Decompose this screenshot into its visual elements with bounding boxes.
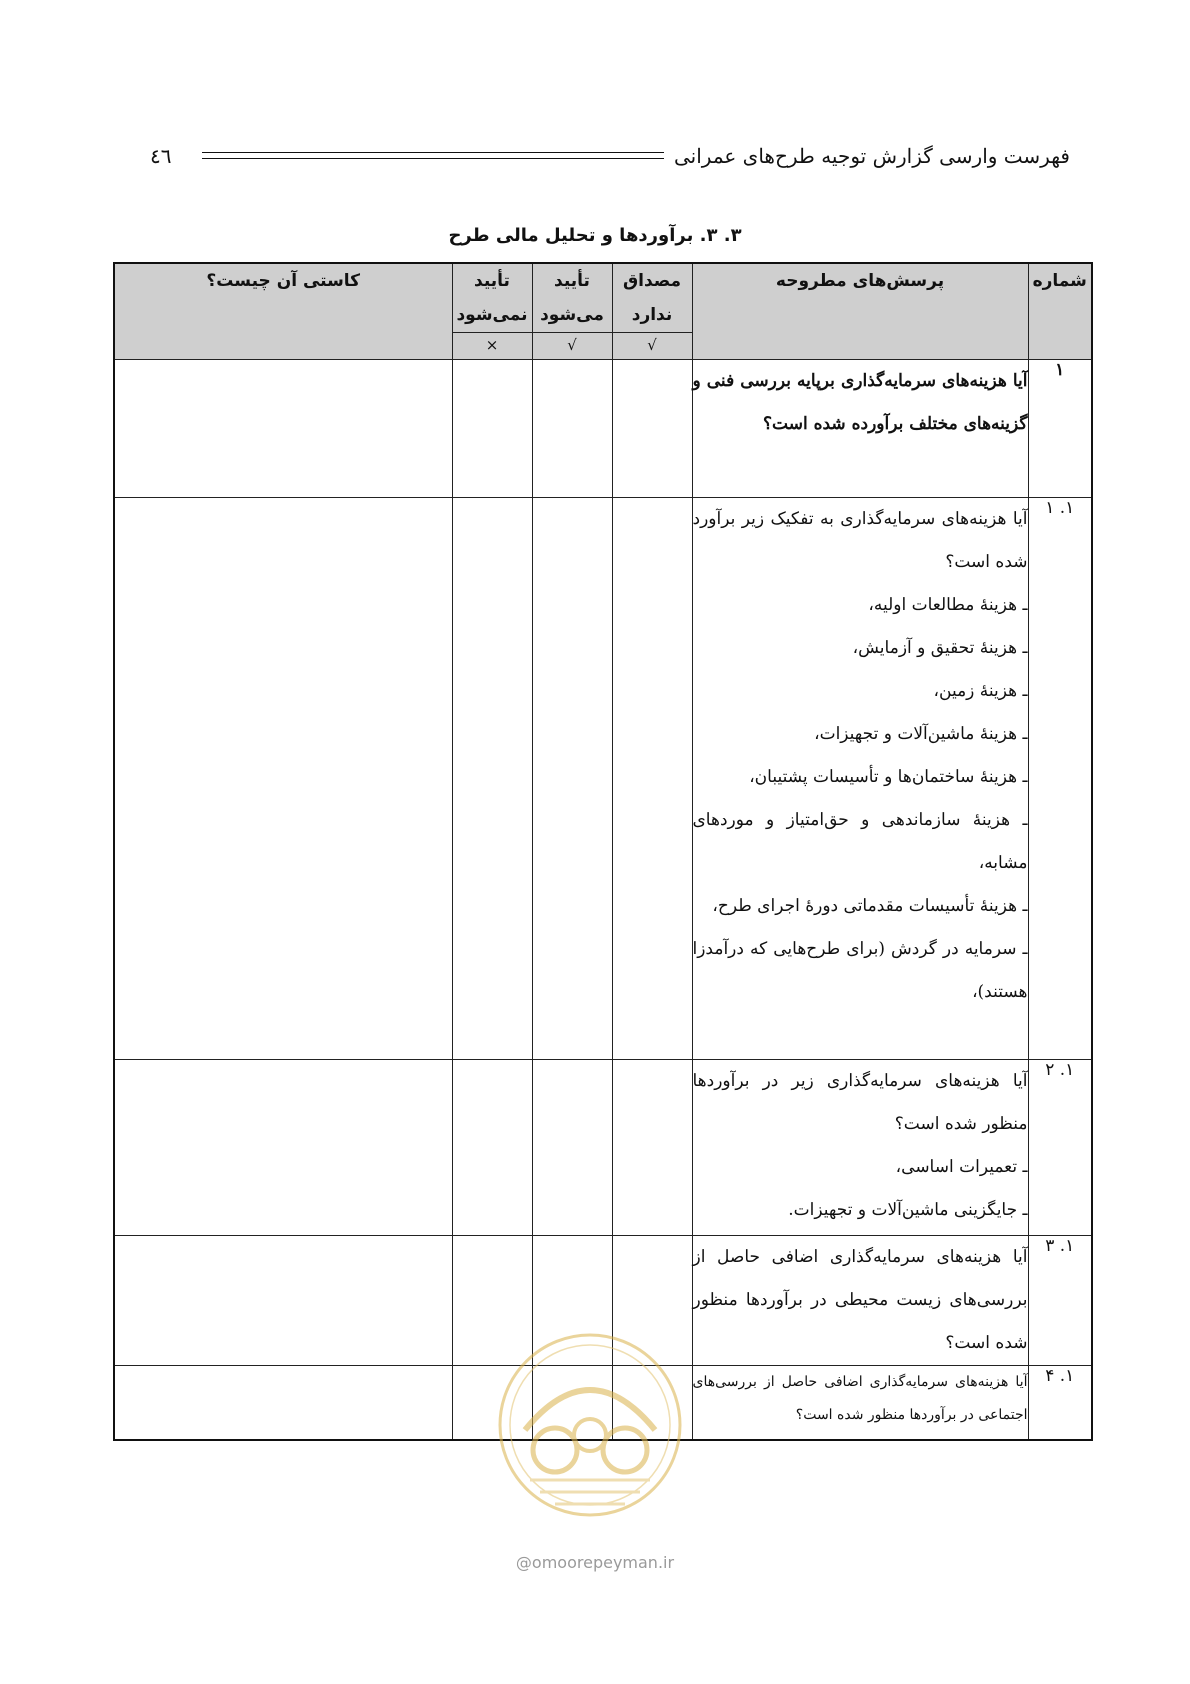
list-item: ـ هزینهٔ زمین، <box>933 681 1028 701</box>
question-text: آیا هزینه‌های سرمایه‌گذاری به تفکیک زیر برآورد شده است؟ <box>692 509 1028 572</box>
list-item: ـ جایگزینی ماشین‌آلات و تجهیزات. <box>788 1200 1028 1220</box>
header-rule <box>202 152 664 159</box>
header-line: می‌شود <box>540 305 604 325</box>
watermark-text: @omoorepeyman.ir <box>515 1553 675 1572</box>
question-cell <box>692 1366 1028 1440</box>
list-item: ـ هزینهٔ مطالعات اولیه، <box>868 595 1028 615</box>
col-approved-header <box>532 263 612 333</box>
page-number: ٤٦ <box>150 144 172 168</box>
header-line: مصداق <box>622 271 682 291</box>
header-line: تأیید <box>554 271 590 291</box>
row-number: ۱. ۲ <box>1028 1060 1092 1236</box>
not-approved-cell[interactable] <box>452 360 532 498</box>
question-cell <box>692 1060 1028 1236</box>
approved-cell[interactable] <box>532 360 612 498</box>
question-text: آیا هزینه‌های سرمایه‌گذاری زیر در برآوردها منظور شده است؟ <box>692 1071 1028 1134</box>
list-item: ـ هزینهٔ ماشین‌آلات و تجهیزات، <box>814 724 1028 744</box>
section-title: ۳. ۳. برآوردها و تحلیل مالی طرح <box>448 225 742 246</box>
col-not-approved-header <box>452 263 532 333</box>
list-item: ـ هزینهٔ سازماندهی و حق‌امتیاز و موردهای مشابه، <box>692 810 1028 873</box>
col-deficiency-header: کاستی آن چیست؟ <box>114 263 452 360</box>
deficiency-cell[interactable] <box>114 1366 452 1440</box>
watermark-logo <box>495 1330 685 1520</box>
question-cell <box>692 498 1028 1060</box>
table-row <box>114 360 1092 498</box>
header-line: ندارد <box>631 305 673 325</box>
approved-cell[interactable] <box>532 1060 612 1236</box>
not-approved-cell[interactable] <box>452 1060 532 1236</box>
header-line: تأیید <box>474 271 510 291</box>
table-row <box>114 1060 1092 1236</box>
mark-approved: √ <box>532 333 612 360</box>
page-header <box>150 140 1070 180</box>
list-item: ـ سرمایه در گردش (برای طرح‌هایی که درآمدزا هستند)، <box>692 939 1028 1002</box>
list-item: ـ هزینهٔ ساختمان‌ها و تأسیسات پشتیبان، <box>749 767 1028 787</box>
table-row <box>114 498 1092 1060</box>
row-number: ۱ <box>1028 360 1092 498</box>
question-cell <box>692 360 1028 498</box>
col-number-header: شماره <box>1028 263 1092 360</box>
question-text: آیا هزینه‌های سرمایه‌گذاری اضافی حاصل از بررسی‌های زیست محیطی در برآوردها منظور شده است؟ <box>692 1247 1028 1353</box>
header-title: فهرست وارسی گزارش توجیه طرح‌های عمرانی <box>674 144 1070 168</box>
not-applicable-cell[interactable] <box>612 498 692 1060</box>
col-not-applicable-header <box>612 263 692 333</box>
list-item: ـ هزینهٔ تأسیسات مقدماتی دورهٔ اجرای طرح، <box>712 896 1028 916</box>
row-number: ۱. ۱ <box>1028 498 1092 1060</box>
deficiency-cell[interactable] <box>114 498 452 1060</box>
not-approved-cell[interactable] <box>452 498 532 1060</box>
deficiency-cell[interactable] <box>114 1060 452 1236</box>
header-line: نمی‌شود <box>456 305 528 325</box>
mark-not-approved: × <box>452 333 532 360</box>
deficiency-cell[interactable] <box>114 1236 452 1366</box>
deficiency-cell[interactable] <box>114 360 452 498</box>
question-text: آیا هزینه‌های سرمایه‌گذاری برپایه بررسی فنی و گزینه‌های مختلف برآورده شده است؟ <box>692 371 1028 434</box>
checklist-table <box>113 262 1093 1441</box>
list-item: ـ تعمیرات اساسی، <box>895 1157 1028 1177</box>
row-number: ۱. ۴ <box>1028 1366 1092 1440</box>
not-applicable-cell[interactable] <box>612 1060 692 1236</box>
question-text: آیا هزینه‌های سرمایه‌گذاری اضافی حاصل از بررسی‌های اجتماعی در برآوردها منظور شده است؟ <box>692 1374 1028 1423</box>
approved-cell[interactable] <box>532 498 612 1060</box>
question-cell <box>692 1236 1028 1366</box>
mark-not-applicable: √ <box>612 333 692 360</box>
row-number: ۱. ۳ <box>1028 1236 1092 1366</box>
not-applicable-cell[interactable] <box>612 360 692 498</box>
list-item: ـ هزینهٔ تحقیق و آزمایش، <box>852 638 1028 658</box>
col-questions-header: پرسش‌های مطروحه <box>692 263 1028 360</box>
